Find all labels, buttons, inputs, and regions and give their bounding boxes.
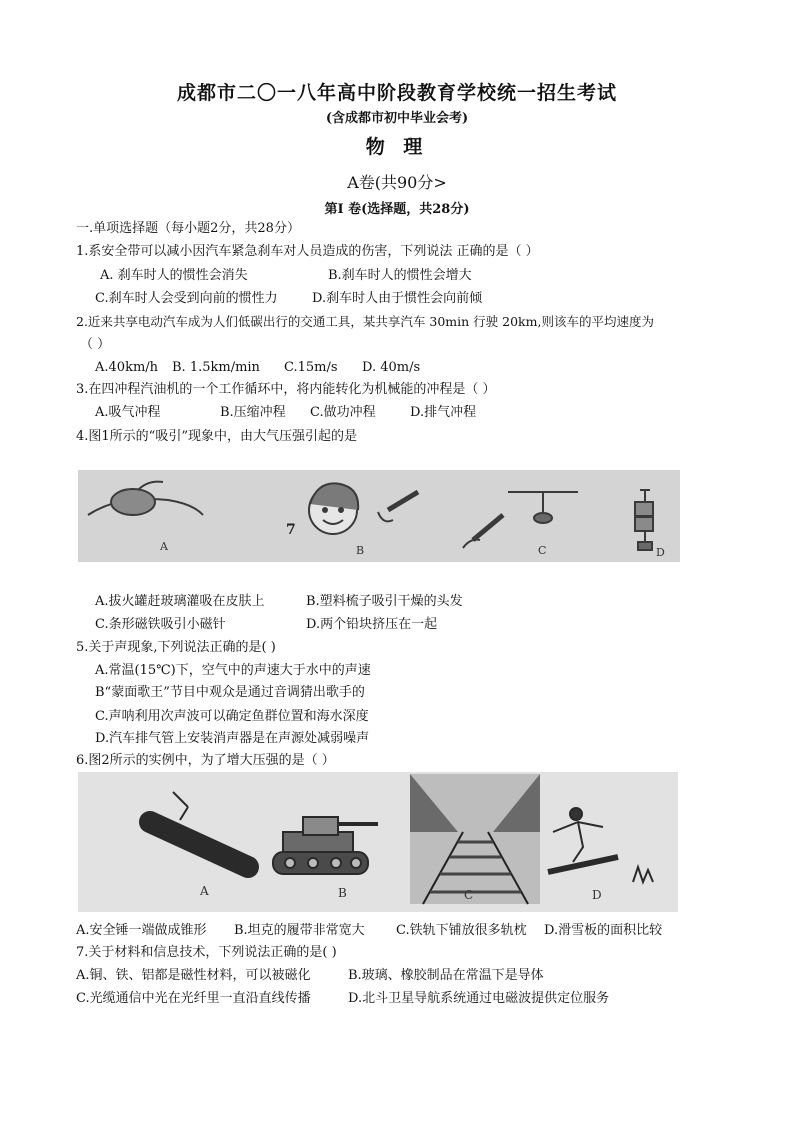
q7-option-b: B.玻璃、橡胶制品在常温下是导体 [348, 968, 544, 983]
q2-stem-bracket: （ ） [80, 337, 111, 352]
q4-option-a: A.拔火罐赶玻璃灌吸在皮肤上 [95, 594, 265, 609]
part-heading: 第Ⅰ 卷(选择题，共28分) [324, 202, 470, 217]
figure-2-snowboard-illustration [548, 808, 653, 882]
q7-option-a: A.铜、铁、铝都是磁性材料，可以被磁化 [76, 968, 311, 983]
figure-1-label-b: B [356, 544, 365, 557]
q3-option-a: A.吸气冲程 [95, 405, 161, 420]
q5-stem: 5.关于声现象,下列说法正确的是( ) [76, 640, 276, 655]
figure-1-label-a: A [160, 540, 168, 553]
figure-1-cupping-illustration [88, 482, 203, 515]
figure-2-label-c: C [464, 888, 474, 902]
q6-option-c: C.铁轨下铺放很多轨枕 [396, 923, 527, 938]
q1-option-a: A. 刹车时人的惯性会消失 [100, 268, 248, 283]
q6-option-b: B.坦克的履带非常宽大 [234, 923, 365, 938]
figure-2-label-b: B [338, 886, 347, 900]
q1-option-c: C.刹车时人会受到向前的惯性力 [95, 291, 278, 306]
exam-subtitle: (含成都市初中毕业会考) [325, 111, 469, 126]
q7-option-c: C.光缆通信中光在光纤里一直沿直线传播 [76, 991, 311, 1006]
q5-option-d: D.汽车排气管上安装消声器是在声源处减弱噪声 [95, 731, 370, 746]
figure-1-magnet-illustration [463, 492, 578, 548]
q6-stem: 6.图2所示的实例中，为了增大压强的是（ ） [76, 753, 335, 768]
figure-2-safety-hammer-illustration [150, 792, 248, 867]
q4-option-c: C.条形磁铁吸引小磁针 [95, 617, 226, 632]
figure-2-label-d: D [592, 888, 602, 902]
figure-1-comb-illustration [309, 483, 418, 534]
figure-2-label-a: A [200, 884, 209, 898]
q2-option-c: C.15m/s [284, 360, 338, 375]
q3-option-c: C.做功冲程 [310, 405, 376, 420]
figure-1-label-d: D [656, 546, 665, 559]
q3-option-d: D.排气冲程 [410, 405, 477, 420]
q2-option-b: B. 1.5km/min [172, 360, 260, 375]
figure-2 [78, 772, 678, 912]
q1-stem: 1.系安全带可以减小因汽车紧急刹车对人员造成的伤害，下列说法 正确的是（ ） [76, 244, 539, 259]
q3-option-b: B.压缩冲程 [220, 405, 286, 420]
section-heading: 一.单项选择题（每小题2分，共28分） [76, 221, 300, 236]
q7-option-d: D.北斗卫星导航系统通过电磁波提供定位服务 [348, 991, 610, 1006]
figure-1-label-c: C [538, 544, 547, 557]
figure-2-railway-illustration [410, 774, 540, 904]
q4-option-b: B.塑料梳子吸引干燥的头发 [306, 594, 463, 609]
figure-2-drawing [78, 772, 678, 912]
figure-2-tank-illustration [273, 817, 378, 874]
volume-heading: A卷(共90分> [347, 173, 447, 192]
figure-1-drawing [78, 470, 680, 562]
subject-heading: 物 理 [365, 136, 429, 158]
q5-option-c: C.声呐利用次声波可以确定鱼群位置和海水深度 [95, 709, 369, 724]
figure-1 [78, 470, 680, 562]
q1-option-d: D.刹车时人由于惯性会向前倾 [312, 291, 483, 306]
q6-option-a: A.安全锤一端做成锥形 [76, 923, 207, 938]
q2-stem: 2.近来共享电动汽车成为人们低碳出行的交通工具，某共享汽车 30min 行驶 20km,则该车的平均速度为 [76, 314, 654, 329]
q4-option-d: D.两个铅块挤压在一起 [306, 617, 438, 632]
q6-option-d: D.滑雪板的面积比较 [544, 923, 663, 938]
q1-option-b: B.刹车时人的惯性会增大 [328, 268, 472, 283]
q7-stem: 7.关于材料和信息技术，下列说法正确的是( ) [76, 945, 337, 960]
q3-stem: 3.在四冲程汽油机的一个工作循环中，将内能转化为机械能的冲程是（ ） [76, 382, 496, 397]
figure-1-label-7: 7 [286, 522, 296, 538]
q2-option-d: D. 40m/s [362, 360, 421, 375]
exam-title: 成都市二〇一八年高中阶段教育学校统一招生考试 [176, 82, 617, 104]
figure-1-lead-blocks-illustration [635, 490, 653, 550]
q4-stem: 4.图1所示的“吸引”现象中，由大气压强引起的是 [76, 429, 357, 444]
q2-option-a: A.40km/h [95, 360, 159, 375]
q5-option-a: A.常温(15℃)下，空气中的声速大于水中的声速 [95, 663, 371, 678]
q5-option-b: B“蒙面歌王”节目中观众是通过音调猜出歌手的 [95, 685, 365, 700]
